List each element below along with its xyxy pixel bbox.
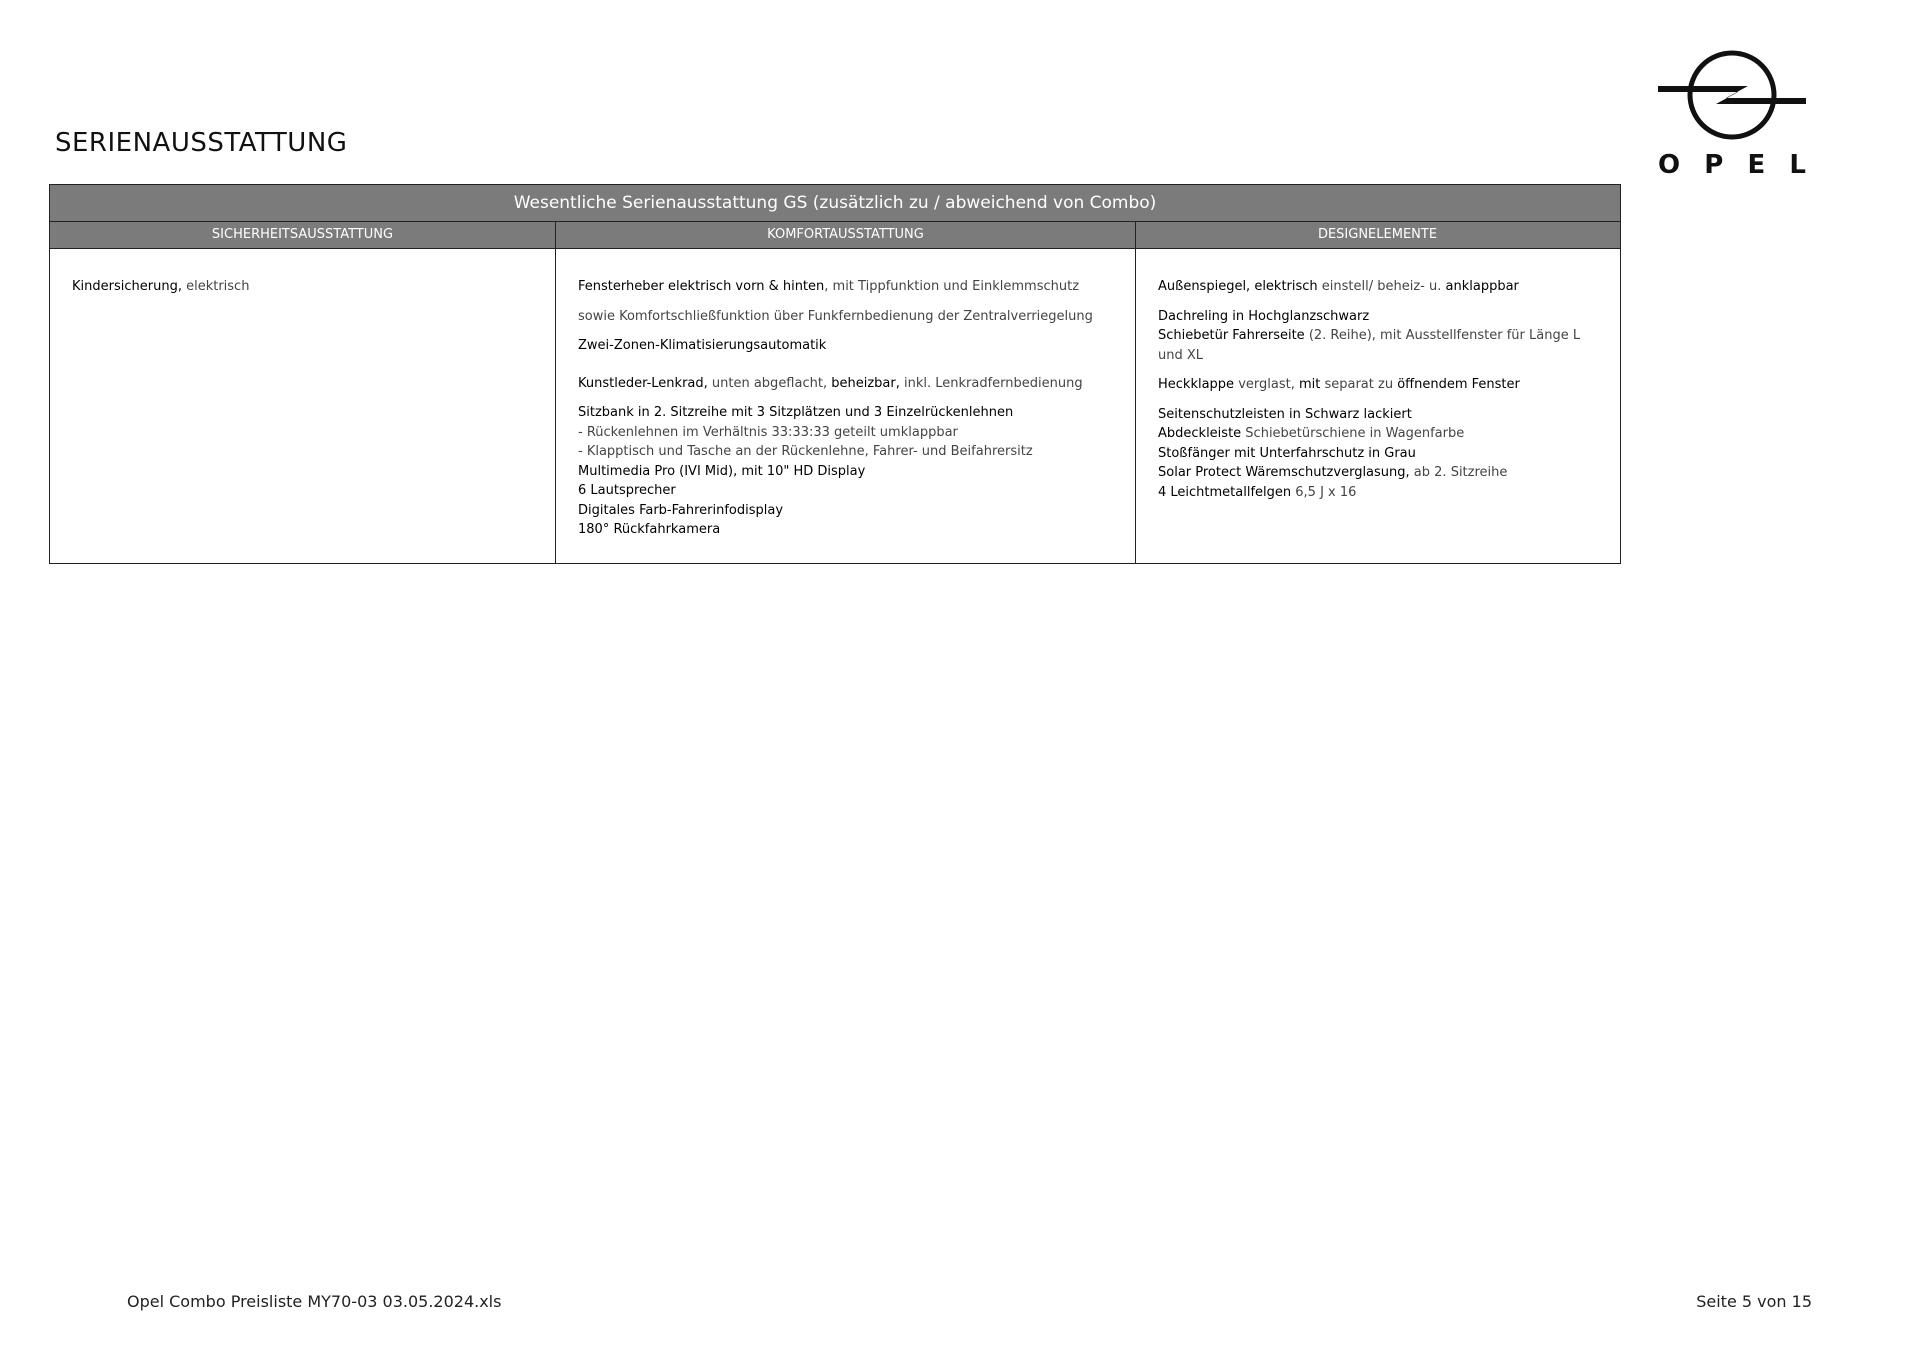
- design-item: Heckklappe verglast, mit separat zu öffnendem Fenster: [1158, 377, 1520, 392]
- design-item: Schiebetür Fahrerseite (2. Reihe), mit Ausstellfenster für Länge L und XL: [1158, 328, 1581, 363]
- column-headers: [50, 222, 1620, 249]
- footer-page-number: Seite 5 von 15: [1696, 1292, 1812, 1311]
- safety-item: Kindersicherung, elektrisch: [72, 279, 250, 294]
- logo-letter: L: [1789, 150, 1806, 180]
- comfort-item: 180° Rückfahrkamera: [578, 522, 721, 537]
- comfort-item: Multimedia Pro (IVI Mid), mit 10" HD Display: [578, 463, 866, 479]
- comfort-item: Fensterheber elektrisch vorn & hinten, mit Tippfunktion und Einklemmschutz: [578, 279, 1080, 294]
- logo-wordmark: [1652, 150, 1812, 180]
- footer-filename: Opel Combo Preisliste MY70-03 03.05.2024.xls: [127, 1292, 502, 1311]
- header-safety: SICHERHEITSAUSSTATTUNG: [50, 222, 556, 248]
- safety-column: [50, 249, 556, 563]
- design-column: [1136, 249, 1619, 563]
- comfort-item: - Klapptisch und Tasche an der Rückenlehne, Fahrer- und Beifahrersitz: [578, 444, 1033, 459]
- logo-letter: P: [1704, 150, 1724, 180]
- comfort-item: Zwei-Zonen-Klimatisierungsautomatik: [578, 338, 827, 353]
- equipment-table: [49, 184, 1621, 564]
- page-title: SERIENAUSSTATTUNG: [55, 128, 348, 158]
- design-item: Stoßfänger mit Unterfahrschutz in Grau: [1158, 445, 1416, 461]
- logo-letter: E: [1747, 150, 1766, 180]
- comfort-item: sowie Komfortschließfunktion über Funkfernbedienung der Zentralverriegelung: [578, 308, 1093, 324]
- design-item: Außenspiegel, elektrisch einstell/ beheiz- u. anklappbar: [1158, 279, 1519, 294]
- design-item: 4 Leichtmetallfelgen 6,5 J x 16: [1158, 484, 1357, 500]
- comfort-item: 6 Lautsprecher: [578, 483, 676, 498]
- design-item: Solar Protect Wäremschutzverglasung, ab 2. Sitzreihe: [1158, 465, 1508, 480]
- design-item: Abdeckleiste Schiebetürschiene in Wagenfarbe: [1158, 426, 1465, 441]
- comfort-item: Digitales Farb-Fahrerinfodisplay: [578, 502, 784, 518]
- comfort-item: - Rückenlehnen im Verhältnis 33:33:33 geteilt umklappbar: [578, 424, 958, 440]
- table-title: Wesentliche Serienausstattung GS (zusätzlich zu / abweichend von Combo): [50, 185, 1620, 222]
- comfort-item: Sitzbank in 2. Sitzreihe mit 3 Sitzplätzen und 3 Einzelrückenlehnen: [578, 405, 1014, 420]
- opel-logo: [1652, 50, 1812, 180]
- logo-letter: O: [1658, 150, 1681, 180]
- comfort-item: Kunstleder-Lenkrad, unten abgeflacht, beheizbar, inkl. Lenkradfernbedienung: [578, 375, 1083, 391]
- opel-blitz-logo-icon: [1652, 50, 1812, 150]
- header-comfort: KOMFORTAUSSTATTUNG: [556, 222, 1136, 248]
- design-item: Dachreling in Hochglanzschwarz: [1158, 308, 1370, 324]
- header-design: DESIGNELEMENTE: [1317, 227, 1438, 242]
- design-item: Seitenschutzleisten in Schwarz lackiert: [1158, 406, 1412, 422]
- comfort-column: [556, 249, 1136, 563]
